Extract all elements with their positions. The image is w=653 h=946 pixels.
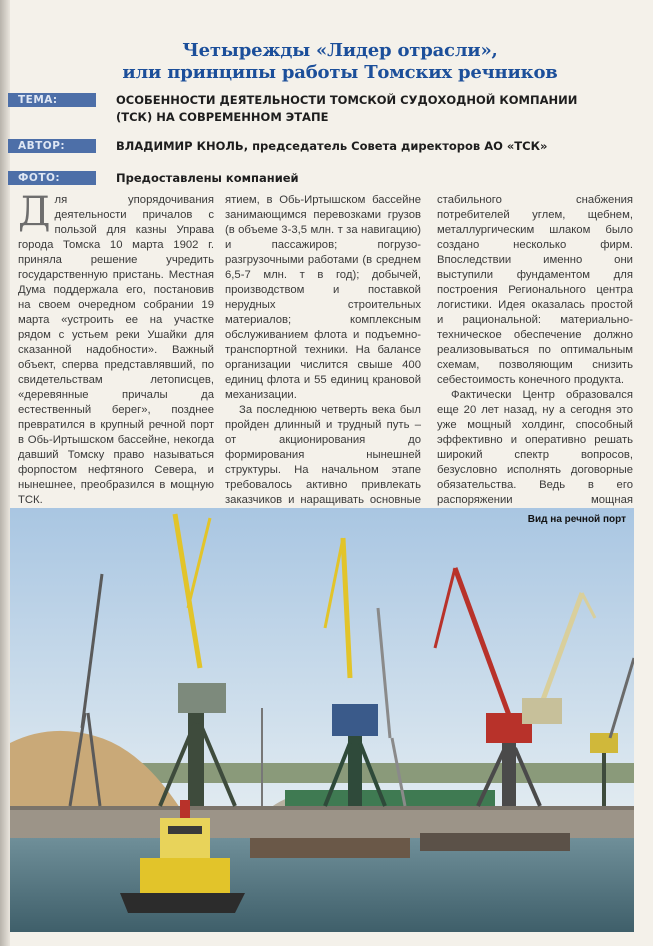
paragraph: Фактически Центр образовался еще 20 лет назад, ну а сегодня это уже мощный холдинг, способный эффективно и оперативно решать широкий спектр вопросов, безусловно исполнять договорные обязательства. Ведь в его распоряжении мощная [437, 389, 633, 506]
photo-credit: Предоставлены компанией [116, 171, 299, 185]
author-name: ВЛАДИМИР КНОЛЬ, [116, 139, 249, 153]
barge-left [250, 838, 410, 858]
paragraph-text: ля упорядочивания деятельности причалов с пользой для казны Управа города Томска 10 марта 1902 г. приняла решение учредить государственную пристань. Местная Дума поддержала его, постановив на своем очередном собрании 19 марта «устроить ее на участке рядом с устьем реки Ушайки для сказанной надобности». Важный объект, сперва представлявший, по свидетельствам летописцев, «деревянные причалы да естественный берег», позднее превратился в крупный речной порт в Обь-Иртышском бассейне, некогда давший Томску право называться форпостом нефтяного Севера, и нынешнее, преобразился в мощную ТСК. [18, 194, 214, 506]
topic-line-2: (ТСК) НА СОВРЕМЕННОМ ЭТАПЕ [116, 110, 329, 124]
river-port-photo [10, 508, 634, 932]
topic-line-1: ОСОБЕННОСТИ ДЕЯТЕЛЬНОСТИ ТОМСКОЙ СУДОХОДНОЙ КОМПАНИИ [116, 93, 578, 107]
quay-edge [10, 806, 634, 810]
port-illustration [10, 508, 634, 932]
barge-right [420, 833, 570, 851]
paragraph: ятием, в Обь-Иртышском бассейне занимающимся перевозками грузов (в объеме 3-3,5 млн. т за навигацию) и пассажиров; погрузо-разгрузочными работами (в среднем 6,5-7 млн. т в год); добычей, производством и поставкой нерудных строительных материалов; комплексным обслуживанием флота и подъемно-транспортной техники. На балансе организации числится свыше 400 единиц флота и 55 единиц крановой механизации. [225, 194, 421, 401]
author-role: председатель Совета директоров АО «ТСК» [252, 139, 548, 153]
article-column-2 [225, 193, 421, 523]
article-title-line-2: или принципы работы Томских речников [122, 62, 558, 83]
article-title-line-1: Четырежды «Лидер отрасли», [182, 40, 498, 61]
author-byline [116, 138, 547, 154]
paragraph [18, 189, 214, 508]
topic-tag: ТЕМА: [8, 93, 96, 107]
article-column-3 [437, 193, 633, 523]
dropcap: Д [18, 189, 51, 235]
article-column-1 [18, 189, 214, 553]
photo-tag: ФОТО: [8, 171, 96, 185]
author-tag: АВТОР: [8, 139, 96, 153]
paragraph: стабильного снабжения потребителей углем, щебнем, металлургическим шлаком было создано несколько фирм. Впоследствии именно они выступили фундаментом для построения Регионального центра логистики. Идея оказалась простой и рациональной: материально-техническое обеспечение должно реализовываться по оптимальным схемам, позволяющим снизить себестоимость конечного продукта. [437, 194, 633, 386]
paragraph: За последнюю четверть века был пройден длинный и трудный путь – от акционирования до формирования нынешней структуры. На начальном этапе требовалось активно привлекать заказчиков и наращивать основные [225, 404, 421, 506]
rail-wagons [285, 790, 495, 806]
photo-caption: Вид на речной порт [527, 514, 626, 525]
